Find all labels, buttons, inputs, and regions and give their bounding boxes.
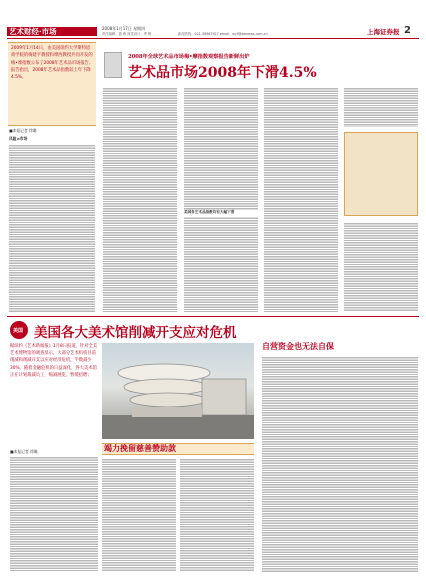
- top-headline: 艺术品市场2008年下滑4.5%: [128, 65, 317, 81]
- bottom-col-2: [102, 458, 176, 572]
- bottom-col-3: [180, 458, 254, 572]
- contact-line: 新闻热线：021-38967927 email：wyf@wenews.com.cn: [178, 32, 268, 36]
- bottom-right-col: [262, 356, 418, 572]
- paper-name: 上海证券报: [367, 28, 400, 36]
- museum-photo: [102, 343, 254, 439]
- sidebar-byline: ■本报记者 徐璐: [9, 128, 37, 133]
- sidebar-subhead: 风险≠市场: [9, 136, 28, 141]
- top-col-2: [184, 87, 258, 312]
- section-title: 艺术财经·市场: [9, 27, 57, 36]
- top-col-4-lower: [344, 222, 418, 312]
- page-number: 2: [404, 25, 411, 36]
- top-col-4: [344, 87, 418, 127]
- chart-placeholder: [344, 132, 418, 216]
- bottom-byline: ■本报记者 徐璐: [10, 449, 38, 454]
- bottom-kicker-label: 美国: [13, 328, 24, 334]
- editor-line: 责任编辑：钱 珍 视觉设计：季 晖: [102, 32, 152, 36]
- sidebar-lead-text: 2009年1月14日，由美国纽约大学斯特恩商学院的梅建平教授和摩西教授共同开发的梅•摩指数公布了2008年艺术品市场报告。报告指出，2008年艺术品指数较上年下降4.5%。: [11, 46, 94, 81]
- top-col-1: [103, 87, 177, 312]
- top-col-3: [264, 87, 338, 312]
- top-kicker: 2008年全球艺术品市场梅•摩指数观察报告新鲜出炉: [128, 54, 250, 60]
- top-article-icon: [104, 52, 122, 78]
- bottom-left-col: [10, 456, 98, 572]
- header-rule: [7, 38, 419, 39]
- bottom-top-rule: [7, 316, 419, 317]
- date-line: 2008年1月17日 星期四: [102, 26, 146, 31]
- museum-building-drawing: [102, 343, 254, 439]
- bottom-headline: 美国各大美术馆削减开支应对危机: [34, 325, 237, 341]
- bottom-lead: 据纽约《艺术新闻报》1月8日报道，针对全美艺术博物馆的调查显示，大部分艺术机构目前削减和削减开支以应对经济危机，半数减少30%，随着金融危机的日益深化，各大美术馆正在计划裁减员工，缩减展览，暂缓招聘；: [10, 344, 98, 378]
- sidebar-body-text: [9, 144, 95, 312]
- second-subhead: 竭力挽留慈善赞助款: [104, 443, 176, 453]
- main-subhead: 自营资金也无法自保: [262, 341, 334, 351]
- top-subhead: 美国各艺术品指数均有大幅下滑: [184, 210, 235, 214]
